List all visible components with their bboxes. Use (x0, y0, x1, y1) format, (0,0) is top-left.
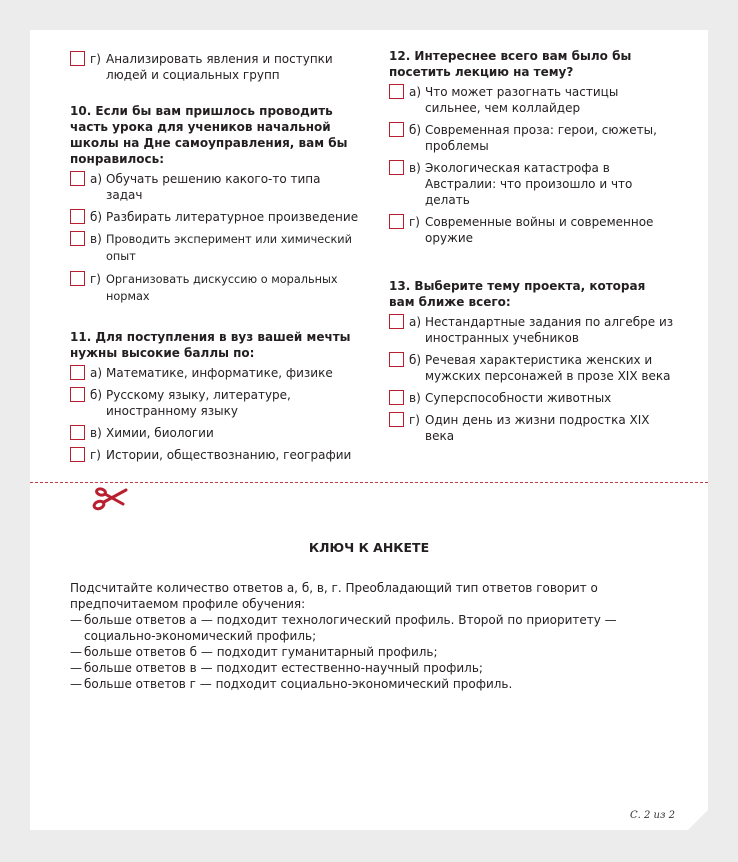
checkbox[interactable] (389, 390, 404, 405)
option-letter: в) (90, 232, 102, 246)
question-10 (70, 103, 360, 305)
option-b[interactable] (70, 209, 360, 225)
checkbox[interactable] (70, 387, 85, 402)
checkbox[interactable] (389, 122, 404, 137)
question-title: 11. Для поступления в вуз вашей мечты нужны высокие баллы по: (70, 330, 351, 360)
option-letter: г) (90, 448, 101, 462)
option-a[interactable] (389, 84, 674, 116)
option-a[interactable] (389, 314, 674, 346)
option-prev-g[interactable] (70, 51, 360, 83)
key-item-text: больше ответов г — подходит социально-экономический профиль. (84, 677, 513, 691)
option-g[interactable] (70, 271, 360, 305)
key-title: КЛЮЧ К АНКЕТЕ (308, 540, 430, 555)
option-letter: г) (90, 272, 101, 286)
option-a[interactable] (70, 365, 360, 381)
question-title: 10. Если бы вам пришлось проводить часть урока для учеников начальной школы на Дне самоуправления, вам бы понравилось: (70, 104, 348, 166)
option-letter: б) (409, 353, 422, 367)
checkbox[interactable] (389, 412, 404, 427)
checkbox[interactable] (389, 214, 404, 229)
dash: — (70, 645, 82, 659)
question-13 (389, 278, 674, 444)
option-v[interactable] (70, 425, 360, 441)
dash: — (70, 677, 82, 691)
option-v[interactable] (389, 160, 674, 208)
option-text: Обучать решению какого-то типа задач (106, 172, 321, 202)
key-item (70, 676, 670, 692)
option-letter: г) (409, 413, 420, 427)
key-intro: Подсчитайте количество ответов а, б, в, г. Преобладающий тип ответов говорит о предпочитаемом профиле обучения: (70, 581, 598, 611)
key-item (70, 644, 670, 660)
option-text: Нестандартные задания по алгебре из иностранных учебников (425, 315, 674, 345)
checkbox[interactable] (70, 447, 85, 462)
right-column (389, 48, 674, 444)
option-text: Экологическая катастрофа в Австралии: что произошло и что делать (425, 161, 633, 207)
option-letter: в) (90, 426, 102, 440)
question-12 (389, 48, 674, 246)
checkbox[interactable] (70, 209, 85, 224)
dash: — (70, 613, 82, 627)
option-letter: а) (409, 315, 422, 329)
key-item-text: больше ответов а — подходит технологический профиль. Второй по приоритету — социально-экономический профиль; (84, 613, 617, 643)
key-item-text: больше ответов в — подходит естественно-научный профиль; (84, 661, 483, 675)
option-v[interactable] (70, 231, 360, 265)
option-letter: в) (409, 391, 421, 405)
left-column (70, 51, 360, 463)
option-text: Анализировать явления и поступки людей и социальных групп (106, 52, 333, 82)
option-v[interactable] (389, 390, 674, 406)
cut-line (30, 482, 708, 483)
key-body (70, 580, 670, 692)
option-letter: а) (90, 172, 103, 186)
checkbox[interactable] (389, 314, 404, 329)
option-b[interactable] (389, 122, 674, 154)
dash: — (70, 661, 82, 675)
question-title: 13. Выберите тему проекта, которая вам ближе всего: (389, 279, 646, 309)
checkbox[interactable] (389, 160, 404, 175)
checkbox[interactable] (389, 84, 404, 99)
scissors-icon (90, 484, 130, 512)
option-text: Проводить эксперимент или химический опыт (106, 233, 352, 263)
option-g[interactable] (70, 447, 360, 463)
checkbox[interactable] (70, 231, 85, 246)
option-letter: б) (90, 388, 103, 402)
option-text: Истории, обществознанию, географии (106, 448, 352, 462)
option-b[interactable] (389, 352, 674, 384)
checkbox[interactable] (70, 171, 85, 186)
option-text: Суперспособности животных (425, 391, 612, 405)
option-g[interactable] (389, 214, 674, 246)
option-text: Речевая характеристика женских и мужских персонажей в прозе XIX века (425, 353, 671, 383)
option-a[interactable] (70, 171, 360, 203)
option-text: Что может разогнать частицы сильнее, чем коллайдер (425, 85, 619, 115)
option-text: Математике, информатике, физике (106, 366, 333, 380)
checkbox[interactable] (70, 425, 85, 440)
option-letter: г) (90, 52, 101, 66)
option-g[interactable] (389, 412, 674, 444)
option-letter: а) (409, 85, 422, 99)
option-letter: г) (409, 215, 420, 229)
key-item (70, 612, 670, 644)
page-number: С. 2 из 2 (630, 810, 675, 821)
option-text: Русскому языку, литературе, иностранному языку (106, 388, 291, 418)
option-letter: в) (409, 161, 421, 175)
option-text: Разбирать литературное произведение (106, 210, 359, 224)
checkbox[interactable] (70, 271, 85, 286)
checkbox[interactable] (70, 51, 85, 66)
option-letter: а) (90, 366, 103, 380)
checkbox[interactable] (389, 352, 404, 367)
question-11 (70, 329, 360, 463)
option-text: Современные войны и современное оружие (425, 215, 654, 245)
option-text: Химии, биологии (106, 426, 214, 440)
option-letter: б) (409, 123, 422, 137)
key-item (70, 660, 670, 676)
option-text: Один день из жизни подростка XIX века (425, 413, 650, 443)
key-item-text: больше ответов б — подходит гуманитарный профиль; (84, 645, 438, 659)
question-title: 12. Интереснее всего вам было бы посетить лекцию на тему? (389, 49, 632, 79)
option-text: Организовать дискуссию о моральных нормах (106, 273, 338, 303)
checkbox[interactable] (70, 365, 85, 380)
option-text: Современная проза: герои, сюжеты, проблемы (425, 123, 657, 153)
option-letter: б) (90, 210, 103, 224)
option-b[interactable] (70, 387, 360, 419)
